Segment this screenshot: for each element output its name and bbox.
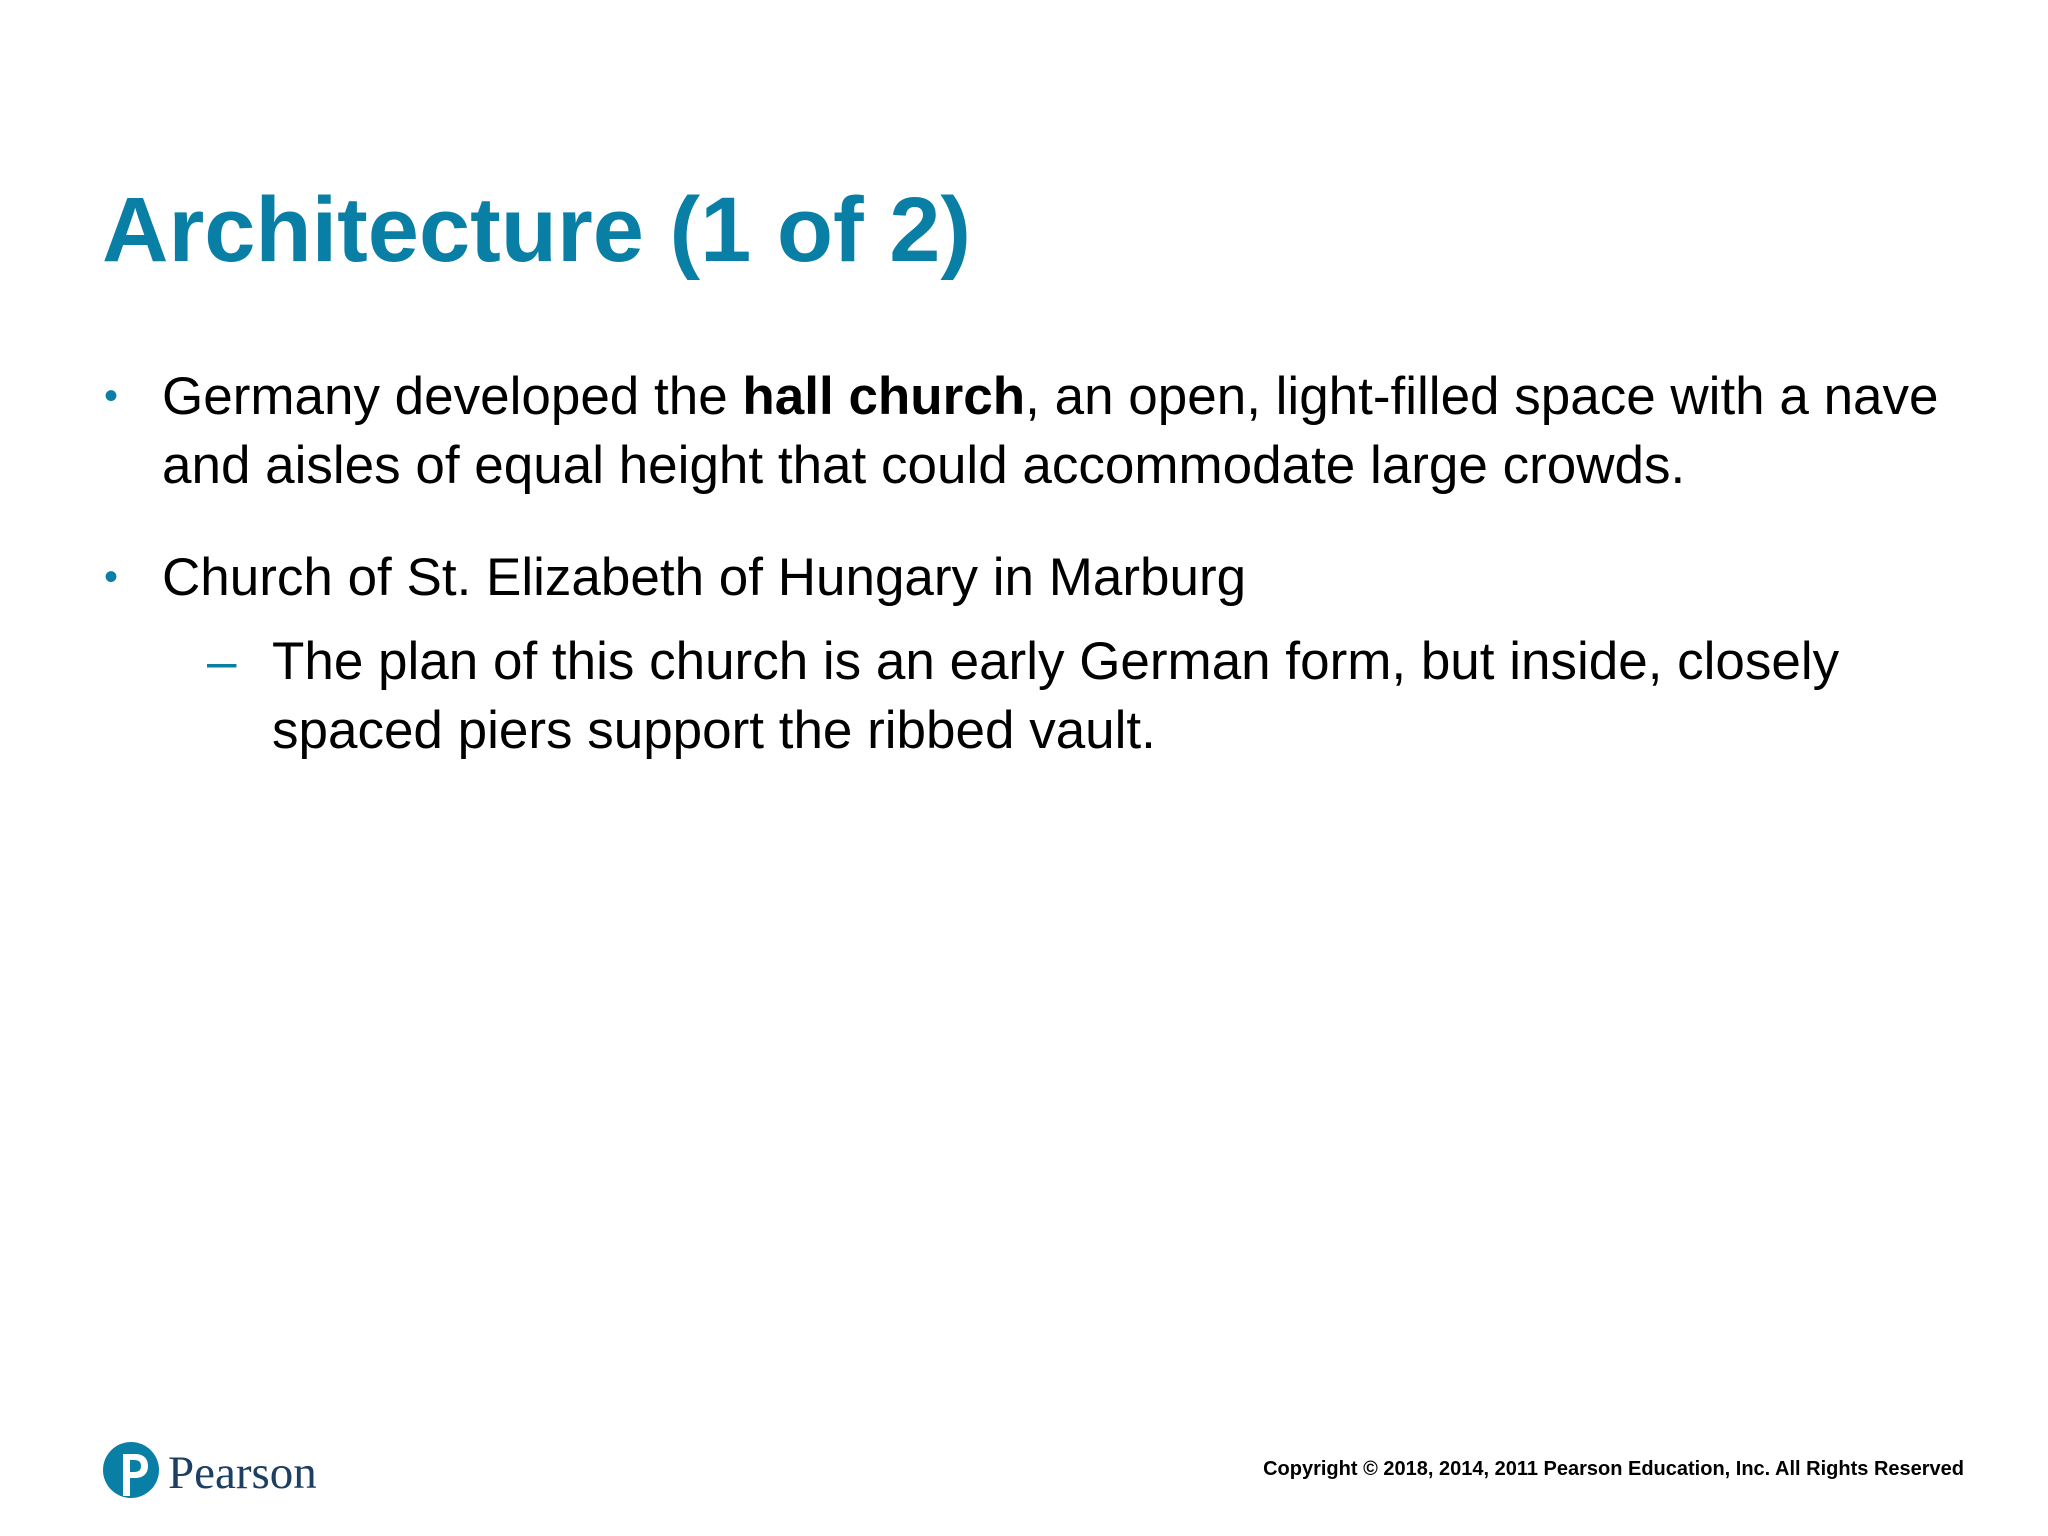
sub-bullet-text: The plan of this church is an early German form, but inside, closely spaced piers support the ribbed vault.: [272, 632, 1840, 760]
slide-title: Architecture (1 of 2): [102, 179, 972, 281]
pearson-wordmark: Pearson: [168, 1446, 317, 1499]
bullet-marker: •: [104, 555, 119, 599]
bullet-list: [102, 362, 1982, 808]
copyright-notice: Copyright © 2018, 2014, 2011 Pearson Education, Inc. All Rights Reserved: [1263, 1458, 1964, 1480]
bullet-text-before: Germany developed the: [162, 367, 743, 426]
sub-bullet-item: [162, 627, 1982, 765]
bullet-text: Church of St. Elizabeth of Hungary in Marburg: [162, 548, 1247, 607]
bullet-item-hall-church: [102, 362, 1982, 500]
pearson-logo: [102, 1440, 317, 1506]
bullet-text-after: , an open, light-filled space with a nave and aisles of equal height that could accommodate large crowds.: [162, 367, 1939, 495]
bullet-bold-term: hall church: [742, 367, 1026, 426]
sub-bullet-list: [162, 627, 1982, 765]
bullet-item-st-elizabeth: [102, 543, 1982, 765]
bullet-marker: •: [104, 374, 119, 418]
sub-bullet-marker: –: [207, 632, 237, 691]
pearson-p-icon: [102, 1440, 160, 1506]
